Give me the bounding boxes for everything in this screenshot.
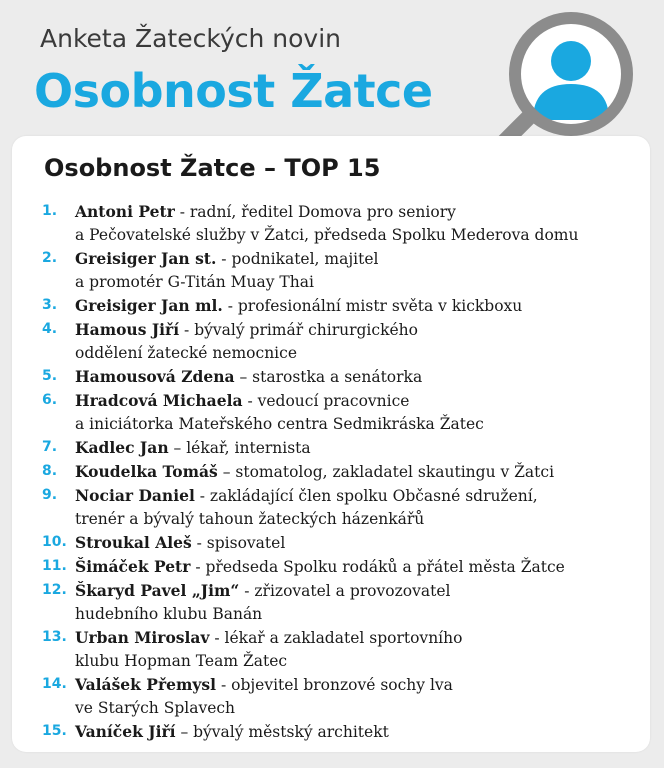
list-item	[42, 720, 635, 744]
ranking-list	[42, 200, 635, 744]
page-title: Osobnost Žatce	[34, 64, 433, 118]
person-name: Nociar Daniel	[75, 486, 195, 505]
list-item	[42, 460, 635, 484]
person-desc-continued: a promotér G-Titán Muay Thai	[75, 273, 314, 291]
rank-number: 1.	[42, 203, 58, 219]
person-name: Koudelka Tomáš	[75, 462, 218, 481]
list-item	[42, 294, 635, 318]
person-desc: - spisovatel	[191, 534, 286, 552]
person-desc-continued: klubu Hopman Team Žatec	[75, 652, 288, 670]
list-item	[42, 673, 635, 720]
entry-text	[75, 365, 635, 389]
entry-text	[75, 389, 635, 436]
person-name: Greisiger Jan ml.	[75, 296, 223, 315]
person-desc: - radní, ředitel Domova pro seniory	[174, 203, 456, 221]
rank-number: 5.	[42, 368, 58, 384]
person-desc: - bývalý primář chirurgického	[179, 321, 418, 339]
person-name: Valášek Přemysl	[75, 675, 217, 694]
person-desc: – stomatolog, zakladatel skautingu v Žatci	[217, 463, 555, 481]
person-desc: - lékař a zakladatel sportovního	[209, 629, 463, 647]
kicker-title: Anketa Žateckých novin	[40, 24, 342, 53]
person-name: Urban Miroslav	[75, 628, 210, 647]
entry-text	[75, 626, 635, 673]
rank-number: 11.	[42, 558, 67, 574]
entry-text	[75, 484, 635, 531]
entry-text	[75, 318, 635, 365]
rank-number: 7.	[42, 439, 58, 455]
person-desc: - vedoucí pracovnice	[242, 392, 410, 410]
rank-number: 4.	[42, 321, 58, 337]
entry-text	[75, 460, 635, 484]
list-item	[42, 484, 635, 531]
rank-number: 3.	[42, 297, 58, 313]
person-desc: – starostka a senátorka	[234, 368, 423, 386]
person-desc: - profesionální mistr světa v kickboxu	[222, 297, 523, 315]
person-name: Hamous Jiří	[75, 320, 180, 339]
list-item	[42, 389, 635, 436]
rank-number: 2.	[42, 250, 58, 266]
person-desc: - zřizovatel a provozovatel	[239, 582, 451, 600]
list-item	[42, 579, 635, 626]
list-item	[42, 365, 635, 389]
entry-text	[75, 720, 635, 744]
entry-text	[75, 294, 635, 318]
person-name: Hamousová Zdena	[75, 367, 235, 386]
list-item	[42, 531, 635, 555]
entry-text	[75, 673, 635, 720]
person-name: Škaryd Pavel „Jim“	[75, 581, 240, 600]
entry-text	[75, 200, 635, 247]
person-desc: – lékař, internista	[168, 439, 311, 457]
person-desc-continued: a Pečovatelské služby v Žatci, předseda Spolku Mederova domu	[75, 226, 579, 244]
person-desc: – bývalý městský architekt	[175, 723, 389, 741]
list-item	[42, 247, 635, 294]
person-desc-continued: a iniciátorka Mateřského centra Sedmikráska Žatec	[75, 415, 484, 433]
rank-number: 10.	[42, 534, 67, 550]
rank-number: 9.	[42, 487, 58, 503]
list-item	[42, 626, 635, 673]
list-item	[42, 318, 635, 365]
person-name: Stroukal Aleš	[75, 533, 192, 552]
person-desc-continued: oddělení žatecké nemocnice	[75, 344, 297, 362]
rank-number: 6.	[42, 392, 58, 408]
rank-number: 15.	[42, 723, 67, 739]
person-desc: - objevitel bronzové sochy lva	[216, 676, 453, 694]
entry-text	[75, 247, 635, 294]
rank-number: 12.	[42, 582, 67, 598]
entry-text	[75, 579, 635, 626]
person-desc-continued: hudebního klubu Banán	[75, 605, 263, 623]
person-name: Šimáček Petr	[75, 557, 191, 576]
person-name: Greisiger Jan st.	[75, 249, 217, 268]
person-desc-continued: ve Starých Splavech	[75, 699, 236, 717]
entry-text	[75, 555, 635, 579]
rank-number: 8.	[42, 463, 58, 479]
card-title: Osobnost Žatce – TOP 15	[44, 154, 381, 182]
person-name: Vaníček Jiří	[75, 722, 176, 741]
entry-text	[75, 531, 635, 555]
person-name: Hradcová Michaela	[75, 391, 243, 410]
person-desc-continued: trenér a bývalý tahoun žateckých házenkářů	[75, 510, 425, 528]
magnifier-person-icon	[470, 0, 664, 150]
person-desc: - předseda Spolku rodáků a přátel města Žatce	[190, 558, 565, 576]
person-desc: - zakládající člen spolku Občasné sdružení,	[194, 487, 538, 505]
person-name: Kadlec Jan	[75, 438, 169, 457]
person-desc: - podnikatel, majitel	[216, 250, 379, 268]
list-item	[42, 436, 635, 460]
entry-text	[75, 436, 635, 460]
list-item	[42, 555, 635, 579]
list-item	[42, 200, 635, 247]
rank-number: 13.	[42, 629, 67, 645]
rank-number: 14.	[42, 676, 67, 692]
person-name: Antoni Petr	[75, 202, 175, 221]
